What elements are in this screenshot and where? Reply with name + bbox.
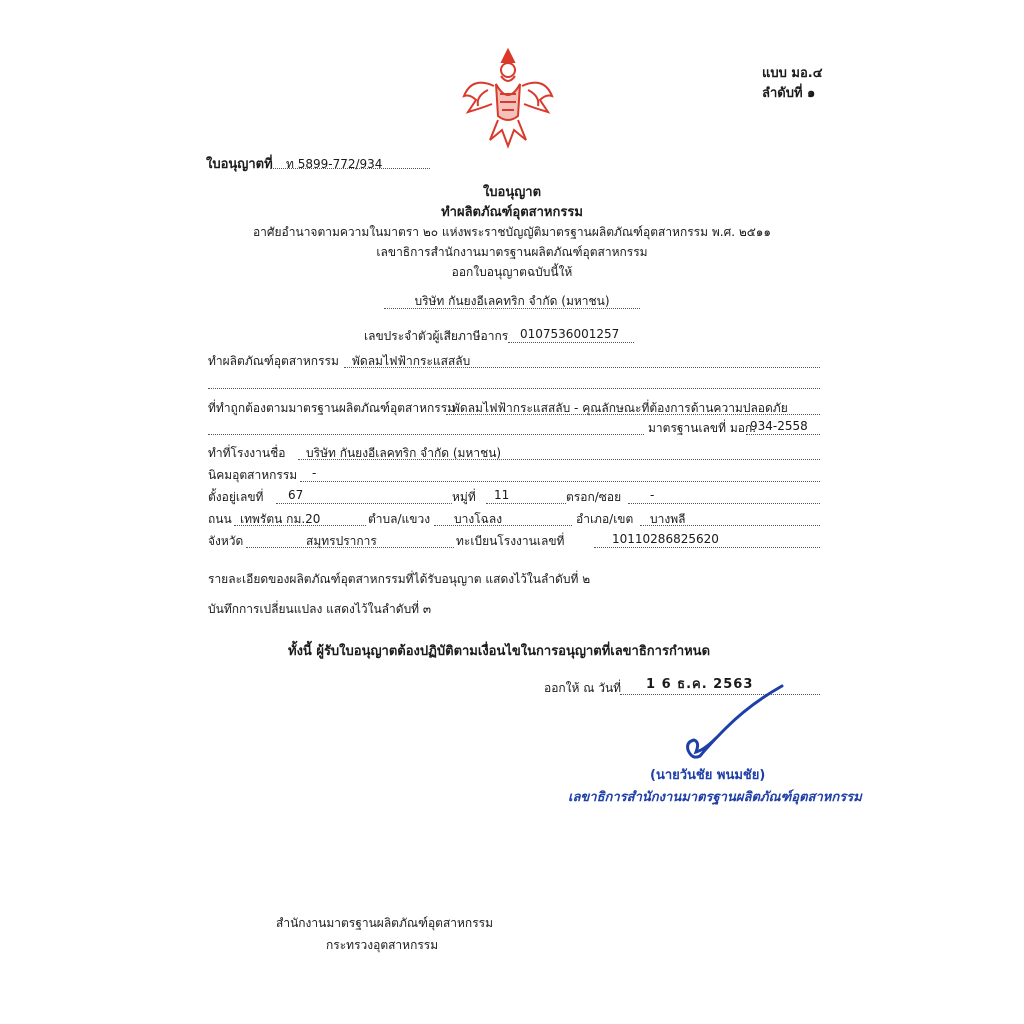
district-label: อำเภอ/เขต xyxy=(576,512,634,526)
details-note: รายละเอียดของผลิตภัณฑ์อุตสาหกรรมที่ได้รับอนุญาต แสดงไว้ในลำดับที่ ๒ xyxy=(208,572,591,586)
product-value: พัดลมไฟฟ้ากระแสสลับ xyxy=(352,354,471,368)
road-value: เทพรัตน กม.20 xyxy=(240,512,321,526)
license-number: ท 5899-772/934 xyxy=(286,157,383,171)
signature xyxy=(670,680,790,764)
moo-dotline xyxy=(486,503,566,504)
estate-value: - xyxy=(312,466,317,480)
doc-title: ใบอนุญาต xyxy=(482,185,542,200)
address-no-label: ตั้งอยู่เลขที่ xyxy=(208,490,264,504)
signer-name: (นายวันชัย พนมชัย) xyxy=(650,768,766,783)
product-dotline-2 xyxy=(208,388,820,389)
estate-label: นิคมอุตสาหกรรม xyxy=(208,468,298,482)
district-value: บางพลี xyxy=(650,512,686,526)
signer-position: เลขาธิการสำนักงานมาตรฐานผลิตภัณฑ์อุตสาหกรรม xyxy=(568,790,862,805)
subdistrict-value: บางโฉลง xyxy=(454,512,503,526)
heading-line2: เลขาธิการสำนักงานมาตรฐานผลิตภัณฑ์อุตสาหกรรม xyxy=(376,245,648,259)
standard-value: พัดลมไฟฟ้ากระแสสลับ - คุณลักษณะที่ต้องการด้านความปลอดภัย xyxy=(452,401,788,415)
reg-value: 10110286825620 xyxy=(612,532,719,546)
form-code: แบบ มอ.๔ xyxy=(762,66,823,81)
garuda-emblem xyxy=(458,46,558,150)
tax-dotline xyxy=(508,342,634,343)
province-label: จังหวัด xyxy=(208,534,244,548)
standard-number-dotline xyxy=(746,434,820,435)
moo-label: หมู่ที่ xyxy=(452,490,476,504)
factory-name-value: บริษัท กันยงอีเลคทริก จำกัด (มหาชน) xyxy=(306,446,502,460)
tax-value: 0107536001257 xyxy=(520,327,620,341)
heading-line1: อาศัยอำนาจตามความในมาตรา ๒๐ แห่งพระราชบัญญัติมาตรฐานผลิตภัณฑ์อุตสาหกรรม พ.ศ. ๒๕๑๑ xyxy=(252,225,772,239)
soi-dotline xyxy=(628,503,820,504)
standard-dotline-2 xyxy=(208,434,644,435)
company-name: บริษัท กันยงอีเลคทริก จำกัด (มหาชน) xyxy=(414,294,610,308)
tax-label: เลขประจำตัวผู้เสียภาษีอากร xyxy=(364,329,509,343)
footer-ministry: กระทรวงอุตสาหกรรม xyxy=(326,938,439,952)
heading-line3: ออกใบอนุญาตฉบับนี้ให้ xyxy=(451,265,573,279)
soi-value: - xyxy=(650,488,655,502)
address-no-dotline xyxy=(276,503,452,504)
product-label: ทำผลิตภัณฑ์อุตสาหกรรม xyxy=(208,354,339,368)
standard-label: ที่ทำถูกต้องตามมาตรฐานผลิตภัณฑ์อุตสาหกรรม xyxy=(208,401,456,415)
province-value: สมุทรปราการ xyxy=(306,534,377,548)
condition-text: ทั้งนี้ ผู้รับใบอนุญาตต้องปฏิบัติตามเงื่อนไขในการอนุญาตที่เลขาธิการกำหนด xyxy=(288,644,711,659)
reg-label: ทะเบียนโรงงานเลขที่ xyxy=(456,534,565,548)
doc-subtitle: ทำผลิตภัณฑ์อุตสาหกรรม xyxy=(441,205,583,220)
factory-name-label: ทำที่โรงงานชื่อ xyxy=(208,446,286,460)
form-order: ลำดับที่ ๑ xyxy=(762,86,816,101)
issue-date: 1 6 ธ.ค. 2563 xyxy=(646,677,754,692)
soi-label: ตรอก/ซอย xyxy=(566,490,622,504)
issue-label: ออกให้ ณ วันที่ xyxy=(544,681,622,695)
moo-value: 11 xyxy=(494,488,510,502)
footer-office: สำนักงานมาตรฐานผลิตภัณฑ์อุตสาหกรรม xyxy=(276,916,494,930)
standard-number-label: มาตรฐานเลขที่ มอก. xyxy=(648,421,757,435)
standard-number-value: 934-2558 xyxy=(750,419,808,433)
address-no-value: 67 xyxy=(288,488,304,502)
changes-note: บันทึกการเปลี่ยนแปลง แสดงไว้ในลำดับที่ ๓ xyxy=(208,602,432,616)
license-label: ใบอนุญาตที่ xyxy=(206,157,273,172)
road-label: ถนน xyxy=(208,512,232,526)
estate-dotline xyxy=(300,481,820,482)
reg-dotline xyxy=(594,547,820,548)
subdistrict-label: ตำบล/แขวง xyxy=(368,512,431,526)
